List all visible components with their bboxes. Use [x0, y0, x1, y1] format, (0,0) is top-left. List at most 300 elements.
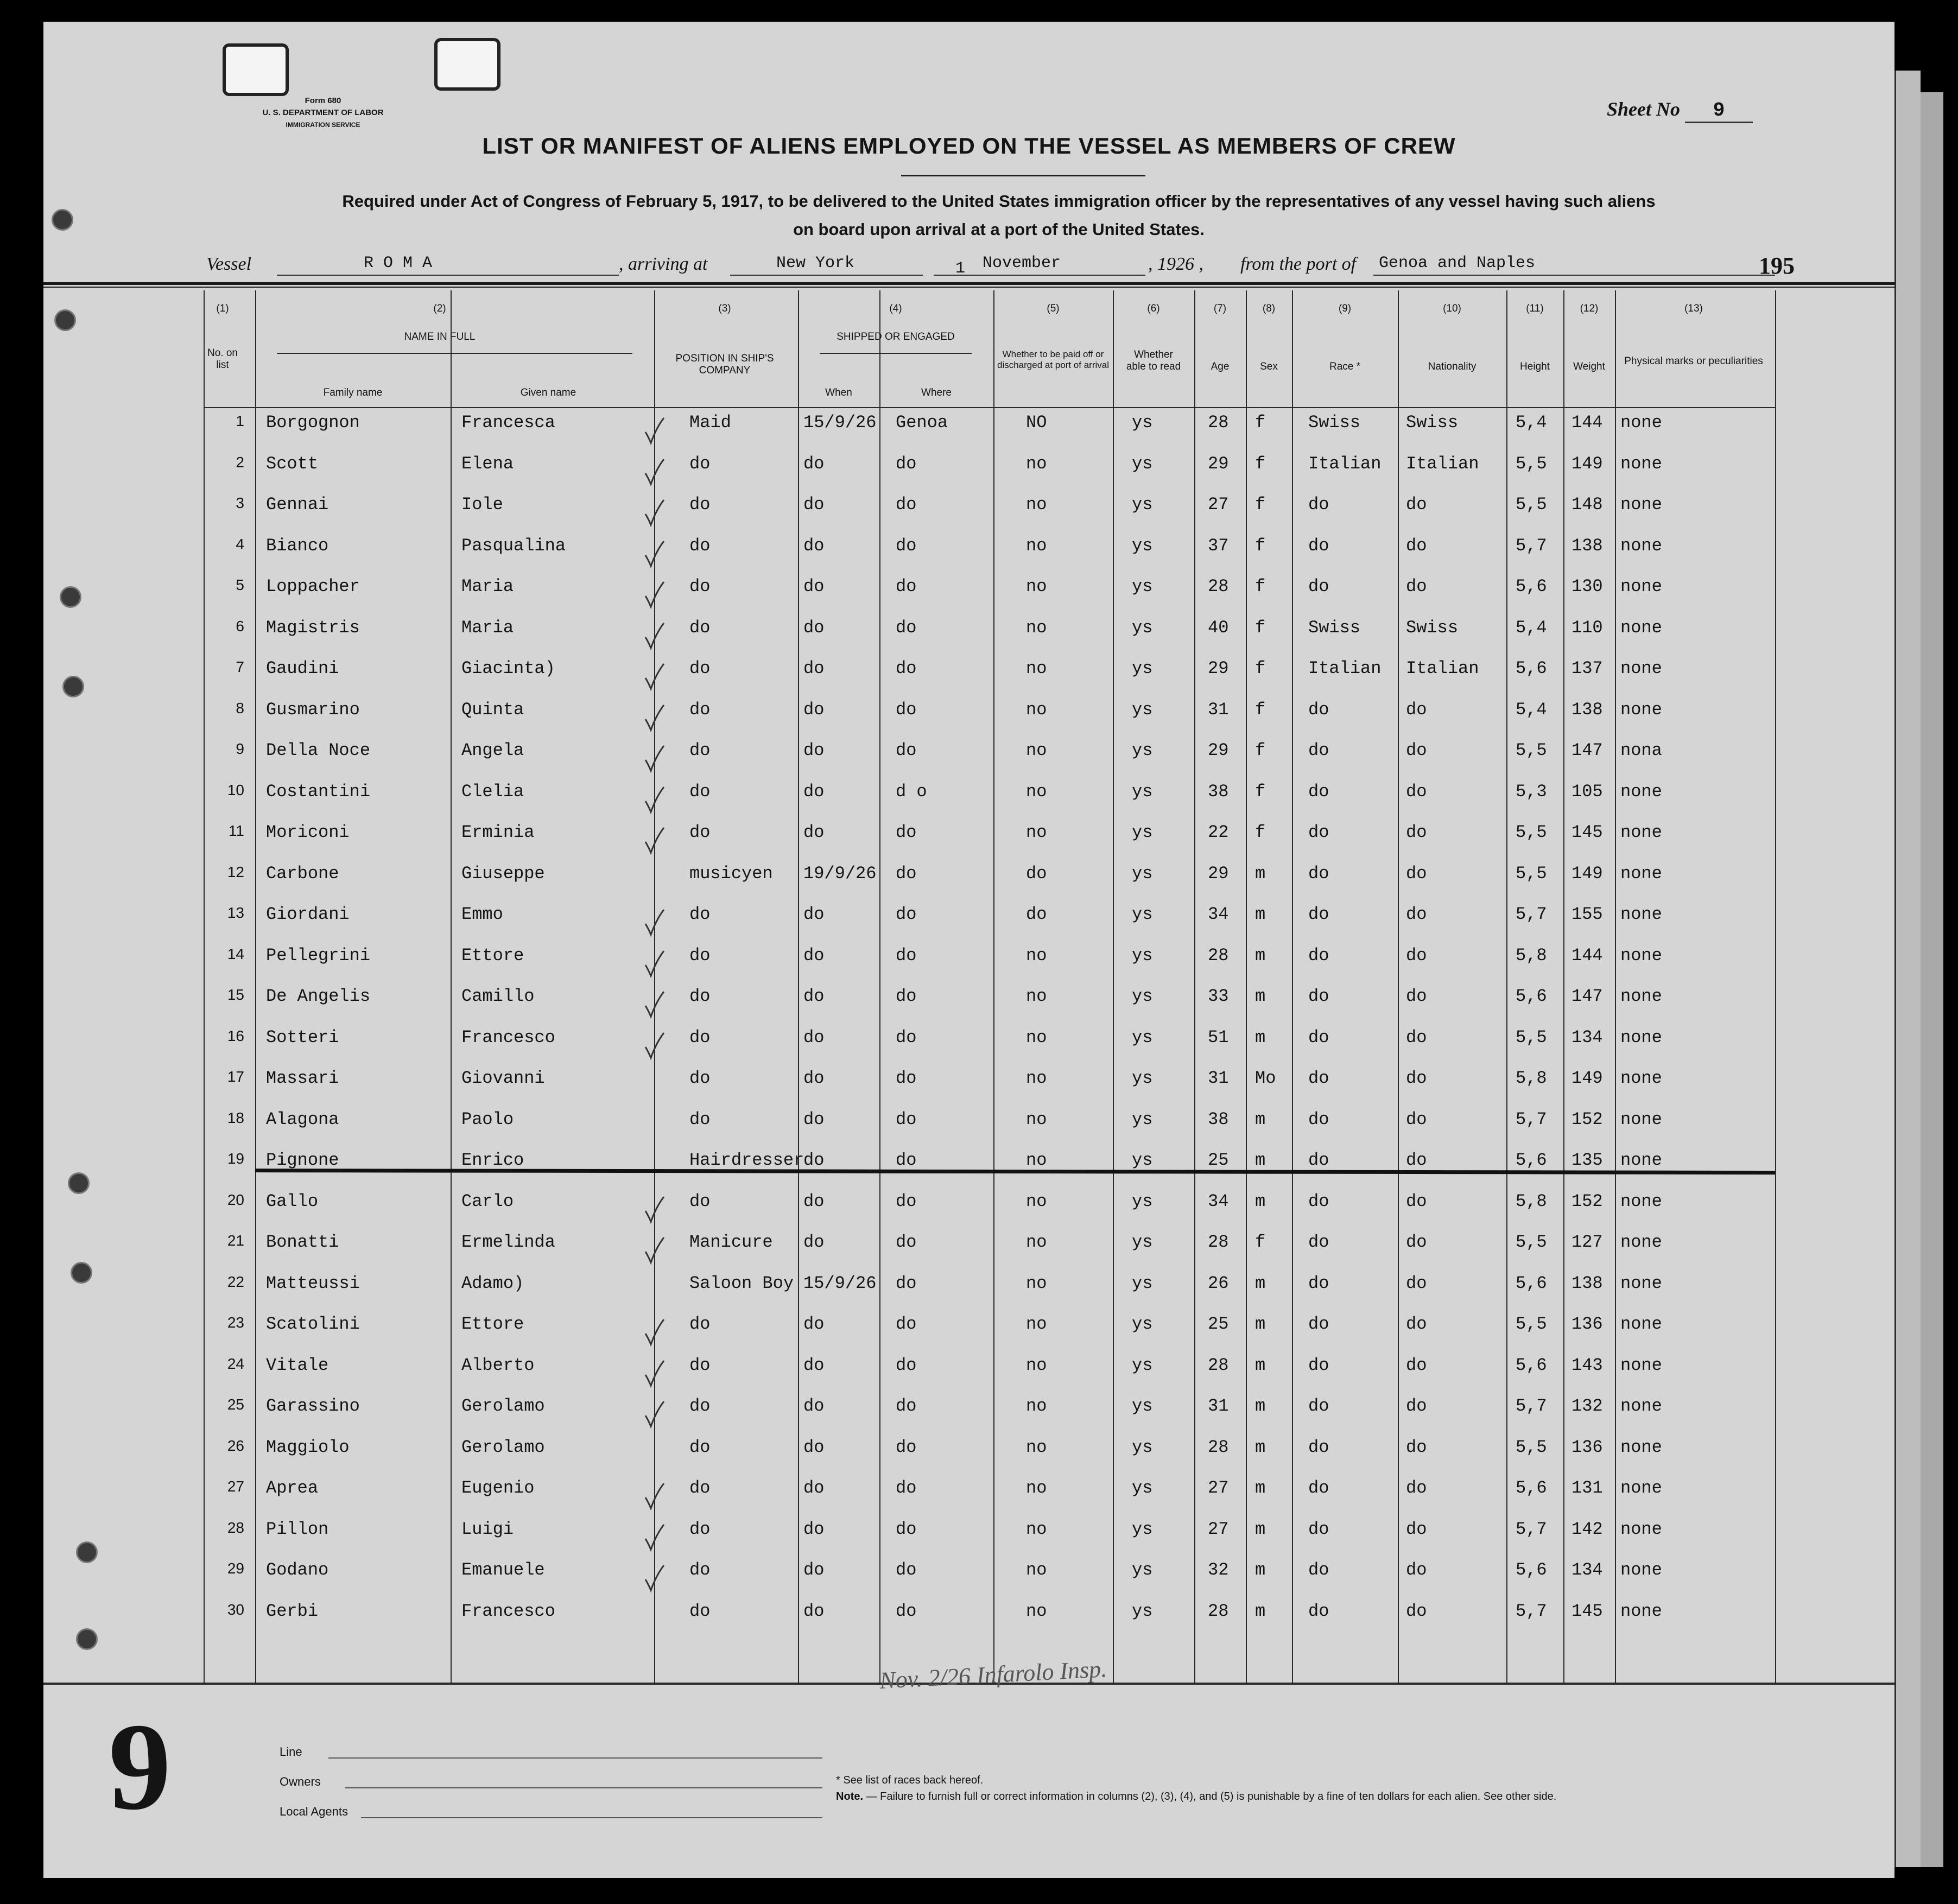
cell-where: do	[896, 1396, 917, 1416]
cell-nationality: do	[1406, 576, 1427, 596]
cell-height: 5,5	[1516, 822, 1547, 842]
cell-position: do	[689, 1355, 711, 1375]
col-12-header: Weight	[1573, 361, 1605, 372]
cell-family: Bonatti	[266, 1232, 339, 1252]
cell-height: 5,5	[1516, 1027, 1547, 1048]
cell-paid: do	[1026, 863, 1047, 884]
cell-where: do	[896, 1355, 917, 1375]
cell-where: do	[896, 1150, 917, 1170]
checkmark-icon	[643, 1235, 665, 1265]
cell-position: do	[689, 1027, 711, 1048]
cell-given: Francesco	[461, 1027, 555, 1048]
cell-where: do	[896, 1191, 917, 1211]
cell-sex: f	[1255, 617, 1266, 638]
cell-weight: 130	[1572, 576, 1603, 596]
row-number: 30	[227, 1601, 244, 1618]
cell-paid: no	[1026, 986, 1047, 1006]
cell-race: do	[1308, 1478, 1329, 1498]
cell-height: 5,6	[1516, 986, 1547, 1006]
cell-when: do	[803, 1314, 825, 1334]
cell-age: 31	[1208, 1068, 1229, 1088]
cell-race: do	[1308, 1437, 1329, 1457]
cell-age: 37	[1208, 535, 1229, 556]
cell-read: ys	[1132, 1601, 1153, 1621]
cell-race: do	[1308, 822, 1329, 842]
cell-sex: m	[1255, 863, 1266, 884]
row-number: 3	[236, 494, 244, 511]
cell-given: Emanuele	[461, 1560, 545, 1580]
cell-family: Della Noce	[266, 740, 371, 760]
cell-height: 5,8	[1516, 1068, 1547, 1088]
underlying-sheet-edge	[1894, 71, 1921, 1867]
checkmark-icon	[643, 539, 665, 568]
checkmark-icon	[643, 907, 665, 937]
cell-age: 28	[1208, 1601, 1229, 1621]
cell-family: Moriconi	[266, 822, 350, 842]
cell-race: do	[1308, 904, 1329, 924]
col-4-number: (4)	[889, 303, 902, 314]
subtitle-line-2: on board upon arrival at a port of the United States.	[793, 220, 1205, 239]
cell-where: do	[896, 740, 917, 760]
cell-marks: none	[1620, 863, 1662, 884]
row-number: 19	[227, 1150, 244, 1167]
row-number: 16	[227, 1027, 244, 1044]
underlying-sheet-edge	[1919, 92, 1943, 1867]
cell-position: do	[689, 535, 711, 556]
checkmark-icon	[643, 1031, 665, 1060]
inspector-annotation: Nov. 2/26 Infarolo Insp.	[879, 1655, 1108, 1694]
cell-position: Saloon Boy	[689, 1273, 794, 1293]
cell-age: 34	[1208, 1191, 1229, 1211]
cell-paid: no	[1026, 1437, 1047, 1457]
cell-sex: f	[1255, 453, 1266, 474]
cell-where: do	[896, 576, 917, 596]
cell-when: do	[803, 1478, 825, 1498]
row-number: 11	[228, 822, 244, 839]
footnote	[836, 1772, 1846, 1805]
arrival-month: November	[983, 254, 1061, 272]
cell-sex: m	[1255, 1437, 1266, 1457]
col-2-header: NAME IN FULL	[404, 331, 476, 342]
arrival-port: New York	[776, 254, 855, 272]
cell-read: ys	[1132, 1232, 1153, 1252]
col-8-number: (8)	[1262, 303, 1276, 314]
row-number: 2	[236, 453, 244, 471]
cell-where: do	[896, 1027, 917, 1048]
cell-race: do	[1308, 945, 1329, 966]
cell-marks: none	[1620, 1150, 1662, 1170]
cell-given: Camillo	[461, 986, 535, 1006]
checkmark-icon	[643, 744, 665, 773]
cell-family: Scott	[266, 453, 319, 474]
cell-height: 5,6	[1516, 1355, 1547, 1375]
row-number: 26	[227, 1437, 244, 1454]
cell-paid: no	[1026, 1027, 1047, 1048]
col-10-header: Nationality	[1428, 361, 1477, 372]
cell-marks: none	[1620, 1068, 1662, 1088]
cell-height: 5,5	[1516, 453, 1547, 474]
cell-height: 5,5	[1516, 1437, 1547, 1457]
cell-weight: 143	[1572, 1355, 1603, 1375]
cell-family: Vitale	[266, 1355, 329, 1375]
cell-when: do	[803, 1355, 825, 1375]
col-3-number: (3)	[718, 303, 731, 314]
cell-when: do	[803, 1109, 825, 1129]
cell-position: do	[689, 1314, 711, 1334]
cell-position: do	[689, 945, 711, 966]
cell-marks: none	[1620, 945, 1662, 966]
cell-nationality: do	[1406, 1355, 1427, 1375]
cell-when: do	[803, 740, 825, 760]
cell-when: do	[803, 945, 825, 966]
cell-weight: 145	[1572, 822, 1603, 842]
cell-race: do	[1308, 1232, 1329, 1252]
cell-weight: 149	[1572, 453, 1603, 474]
cell-where: d o	[896, 781, 927, 802]
cell-weight: 149	[1572, 863, 1603, 884]
cell-given: Maria	[461, 617, 514, 638]
cell-weight: 138	[1572, 699, 1603, 720]
cell-read: ys	[1132, 535, 1153, 556]
row-number: 20	[227, 1191, 244, 1208]
cell-when: do	[803, 1601, 825, 1621]
cell-given: Luigi	[461, 1519, 514, 1539]
cell-where: do	[896, 1232, 917, 1252]
cell-family: Costantini	[266, 781, 371, 802]
cell-nationality: do	[1406, 1068, 1427, 1088]
cell-position: do	[689, 576, 711, 596]
cell-where: do	[896, 535, 917, 556]
cell-read: ys	[1132, 617, 1153, 638]
cell-nationality: Italian	[1406, 658, 1479, 678]
cell-nationality: Swiss	[1406, 617, 1459, 638]
cell-position: do	[689, 699, 711, 720]
cell-paid: no	[1026, 699, 1047, 720]
page-title: LIST OR MANIFEST OF ALIENS EMPLOYED ON THE VESSEL AS MEMBERS OF CREW	[482, 133, 1456, 158]
checkmark-icon	[643, 498, 665, 527]
cell-where: do	[896, 699, 917, 720]
cell-given: Paolo	[461, 1109, 514, 1129]
cell-nationality: do	[1406, 945, 1427, 966]
cell-family: Sotteri	[266, 1027, 339, 1048]
cell-paid: no	[1026, 1396, 1047, 1416]
cell-height: 5,5	[1516, 494, 1547, 515]
col-4a-header: When	[825, 387, 852, 398]
cell-race: do	[1308, 986, 1329, 1006]
cell-given: Elena	[461, 453, 514, 474]
checkmark-icon	[643, 1399, 665, 1429]
cell-nationality: do	[1406, 1150, 1427, 1170]
from-port: Genoa and Naples	[1379, 254, 1536, 272]
cell-paid: NO	[1026, 412, 1047, 433]
cell-nationality: do	[1406, 1478, 1427, 1498]
cell-when: do	[803, 453, 825, 474]
cell-paid: no	[1026, 1191, 1047, 1211]
cell-where: do	[896, 1519, 917, 1539]
cell-paid: no	[1026, 1273, 1047, 1293]
row-number: 1	[236, 412, 244, 429]
col-1-header: No. on list	[207, 347, 238, 371]
cell-sex: m	[1255, 1355, 1266, 1375]
cell-position: Hairdresser	[689, 1150, 804, 1170]
cell-where: do	[896, 986, 917, 1006]
cell-paid: no	[1026, 945, 1047, 966]
checkmark-icon	[643, 1522, 665, 1552]
cell-sex: Mo	[1255, 1068, 1276, 1088]
cell-family: Gusmarino	[266, 699, 360, 720]
col-4b-header: Where	[921, 387, 952, 398]
col-11-header: Height	[1520, 361, 1550, 372]
cell-position: do	[689, 617, 711, 638]
checkmark-icon	[643, 457, 665, 486]
cell-where: do	[896, 1478, 917, 1498]
cell-paid: no	[1026, 658, 1047, 678]
cell-nationality: do	[1406, 494, 1427, 515]
cell-age: 31	[1208, 699, 1229, 720]
cell-given: Eugenio	[461, 1478, 535, 1498]
cell-race: do	[1308, 1150, 1329, 1170]
checkmark-icon	[643, 826, 665, 855]
cell-sex: m	[1255, 1519, 1266, 1539]
cell-nationality: do	[1406, 535, 1427, 556]
cell-family: Gerbi	[266, 1601, 319, 1621]
cell-height: 5,7	[1516, 1519, 1547, 1539]
cell-marks: none	[1620, 1396, 1662, 1416]
cell-position: do	[689, 822, 711, 842]
cell-paid: no	[1026, 1560, 1047, 1580]
cell-nationality: do	[1406, 1109, 1427, 1129]
cell-paid: no	[1026, 1150, 1047, 1170]
cell-nationality: do	[1406, 1027, 1427, 1048]
line-label: Line	[280, 1745, 302, 1759]
cell-family: Bianco	[266, 535, 329, 556]
cell-family: Pellegrini	[266, 945, 371, 966]
col-4-header: SHIPPED OR ENGAGED	[837, 331, 955, 342]
cell-given: Maria	[461, 576, 514, 596]
cell-when: do	[803, 781, 825, 802]
row-number: 28	[227, 1519, 244, 1536]
cell-sex: f	[1255, 822, 1266, 842]
checkmark-icon	[643, 949, 665, 978]
cell-age: 28	[1208, 412, 1229, 433]
col-7-header: Age	[1211, 361, 1230, 372]
cell-marks: none	[1620, 1191, 1662, 1211]
cell-where: do	[896, 863, 917, 884]
cell-when: do	[803, 1232, 825, 1252]
cell-race: Italian	[1308, 453, 1382, 474]
cell-given: Giuseppe	[461, 863, 545, 884]
cell-when: do	[803, 617, 825, 638]
cell-given: Ermelinda	[461, 1232, 555, 1252]
cell-marks: none	[1620, 1027, 1662, 1048]
cell-sex: m	[1255, 945, 1266, 966]
cell-age: 40	[1208, 617, 1229, 638]
cell-paid: no	[1026, 576, 1047, 596]
cell-given: Angela	[461, 740, 524, 760]
cell-nationality: do	[1406, 1601, 1427, 1621]
cell-race: do	[1308, 863, 1329, 884]
cell-when: do	[803, 535, 825, 556]
cell-when: do	[803, 1027, 825, 1048]
cell-family: Massari	[266, 1068, 339, 1088]
cell-marks: none	[1620, 781, 1662, 802]
cell-paid: no	[1026, 1068, 1047, 1088]
cell-age: 27	[1208, 1478, 1229, 1498]
col-12-number: (12)	[1580, 303, 1599, 314]
cell-read: ys	[1132, 986, 1153, 1006]
cell-position: Maid	[689, 412, 731, 433]
row-number: 6	[236, 617, 244, 634]
cell-age: 29	[1208, 453, 1229, 474]
cell-where: Genoa	[896, 412, 948, 433]
cell-age: 51	[1208, 1027, 1229, 1048]
cell-when: do	[803, 986, 825, 1006]
cell-read: ys	[1132, 1109, 1153, 1129]
cell-nationality: do	[1406, 781, 1427, 802]
cell-sex: f	[1255, 658, 1266, 678]
cell-sex: m	[1255, 1396, 1266, 1416]
cell-read: ys	[1132, 1437, 1153, 1457]
form-number: Form 680	[305, 96, 341, 105]
cell-position: Manicure	[689, 1232, 773, 1252]
cell-where: do	[896, 904, 917, 924]
cell-read: ys	[1132, 1478, 1153, 1498]
row-number: 18	[227, 1109, 244, 1126]
cell-read: ys	[1132, 1560, 1153, 1580]
cell-height: 5,7	[1516, 535, 1547, 556]
cell-given: Alberto	[461, 1355, 535, 1375]
cell-sex: f	[1255, 1232, 1266, 1252]
col-3-header: POSITION IN SHIP'S COMPANY	[675, 353, 774, 376]
arriving-label: , arriving at	[619, 254, 708, 274]
subtitle-line-1: Required under Act of Congress of February 5, 1917, to be delivered to the United States immigration officer by the representatives of any vessel having such aliens	[342, 192, 1656, 211]
col-6-number: (6)	[1147, 303, 1160, 314]
cell-family: Gaudini	[266, 658, 339, 678]
cell-race: do	[1308, 1560, 1329, 1580]
cell-read: ys	[1132, 412, 1153, 433]
cell-weight: 138	[1572, 535, 1603, 556]
cell-where: do	[896, 1314, 917, 1334]
cell-height: 5,8	[1516, 945, 1547, 966]
row-number: 10	[227, 781, 244, 798]
cell-where: do	[896, 658, 917, 678]
cell-sex: m	[1255, 1150, 1266, 1170]
cell-sex: f	[1255, 699, 1266, 720]
cell-when: do	[803, 1150, 825, 1170]
service-name: IMMIGRATION SERVICE	[286, 121, 360, 129]
cell-sex: m	[1255, 1478, 1266, 1498]
row-number: 8	[236, 699, 244, 716]
cell-marks: none	[1620, 1478, 1662, 1498]
cell-race: do	[1308, 699, 1329, 720]
cell-position: do	[689, 453, 711, 474]
cell-where: do	[896, 1109, 917, 1129]
cell-age: 29	[1208, 863, 1229, 884]
vessel-name: R O M A	[364, 254, 433, 272]
cell-where: do	[896, 453, 917, 474]
cell-marks: none	[1620, 494, 1662, 515]
cell-race: do	[1308, 1519, 1329, 1539]
cell-race: Italian	[1308, 658, 1382, 678]
cell-family: Giordani	[266, 904, 350, 924]
cell-family: Magistris	[266, 617, 360, 638]
footer-fields	[280, 1737, 348, 1826]
cell-nationality: do	[1406, 1273, 1427, 1293]
cell-height: 5,6	[1516, 658, 1547, 678]
cell-family: Matteussi	[266, 1273, 360, 1293]
cell-paid: no	[1026, 822, 1047, 842]
cell-weight: 134	[1572, 1027, 1603, 1048]
cell-marks: none	[1620, 1355, 1662, 1375]
cell-sex: m	[1255, 1109, 1266, 1129]
cell-age: 38	[1208, 781, 1229, 802]
col-6-header: Whether able to read	[1126, 349, 1181, 372]
cell-paid: no	[1026, 1355, 1047, 1375]
cell-given: Carlo	[461, 1191, 514, 1211]
cell-given: Pasqualina	[461, 535, 566, 556]
cell-race: do	[1308, 1109, 1329, 1129]
cell-read: ys	[1132, 740, 1153, 760]
cell-family: Godano	[266, 1560, 329, 1580]
cell-weight: 152	[1572, 1191, 1603, 1211]
cell-given: Iole	[461, 494, 503, 515]
cell-marks: none	[1620, 412, 1662, 433]
cell-read: ys	[1132, 1519, 1153, 1539]
cell-weight: 147	[1572, 740, 1603, 760]
checkmark-icon	[643, 1317, 665, 1347]
cell-height: 5,5	[1516, 740, 1547, 760]
cell-paid: no	[1026, 740, 1047, 760]
cell-marks: none	[1620, 1519, 1662, 1539]
cell-given: Ettore	[461, 945, 524, 966]
col-5-number: (5)	[1047, 303, 1060, 314]
checkmark-icon	[643, 1563, 665, 1592]
cell-sex: m	[1255, 1273, 1266, 1293]
cell-position: musicyen	[689, 863, 773, 884]
cell-marks: none	[1620, 658, 1662, 678]
cell-marks: none	[1620, 1273, 1662, 1293]
manifest-page	[43, 22, 1894, 1878]
cell-read: ys	[1132, 1191, 1153, 1211]
checkmark-icon	[643, 662, 665, 691]
cell-race: Swiss	[1308, 412, 1361, 433]
row-number: 17	[227, 1068, 244, 1085]
checkmark-icon	[643, 1481, 665, 1510]
col-1-number: (1)	[216, 303, 229, 314]
cell-nationality: do	[1406, 863, 1427, 884]
sheet-label: Sheet No	[1607, 98, 1680, 120]
cell-family: Maggiolo	[266, 1437, 350, 1457]
cell-paid: no	[1026, 535, 1047, 556]
cell-given: Gerolamo	[461, 1396, 545, 1416]
arrival-year: , 1926 ,	[1148, 254, 1203, 274]
cell-age: 28	[1208, 1437, 1229, 1457]
cell-family: Borgognon	[266, 412, 360, 433]
cell-age: 29	[1208, 740, 1229, 760]
cell-when: do	[803, 1437, 825, 1457]
checkmark-icon	[643, 1195, 665, 1224]
cell-when: do	[803, 904, 825, 924]
cell-paid: no	[1026, 1109, 1047, 1129]
cell-given: Gerolamo	[461, 1437, 545, 1457]
cell-sex: f	[1255, 740, 1266, 760]
arrival-day: 1	[955, 259, 966, 278]
cell-position: do	[689, 904, 711, 924]
cell-position: do	[689, 1478, 711, 1498]
cell-sex: m	[1255, 1314, 1266, 1334]
cell-given: Giacinta)	[461, 658, 555, 678]
cell-family: Pignone	[266, 1150, 339, 1170]
